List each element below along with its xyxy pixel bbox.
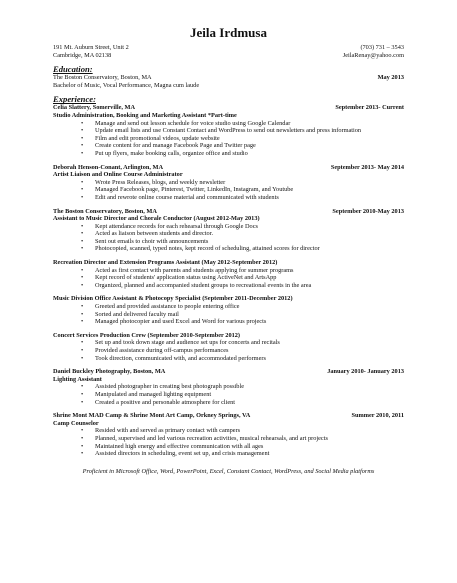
education-degree: Bachelor of Music, Vocal Performance, Magna cum laude — [53, 81, 200, 89]
job-organization: Deborah Henson-Conant, Arlington, MA — [53, 163, 164, 171]
bullet-item: • Acted as liaison between students and director. — [95, 230, 404, 238]
role-title: Artist Liaison and Online Course Administrator — [53, 171, 183, 179]
job-date: September 2013- May 2014 — [330, 163, 404, 171]
email-address: JeilaRenay@yahoo.com — [342, 51, 404, 59]
bullet-item: • Set up and took down stage and audience set ups for concerts and recitals — [95, 339, 404, 347]
role-title: Concert Services Production Crew (September 2010-September 2012) — [53, 331, 241, 339]
bullet-item: • Maintained high energy and effective communication with all ages — [95, 443, 404, 451]
education-row — [53, 74, 404, 82]
job-organization: Celia Slattery, Somerville, MA — [53, 104, 136, 112]
bullet-item: • Assisted directors in scheduling, event set up, and crisis management — [95, 450, 404, 458]
experience-list — [53, 104, 404, 457]
address-line-1: 191 Mt. Auburn Street, Unit 2 — [53, 44, 129, 51]
contact-row-1 — [53, 44, 404, 52]
bullet-item: • Resided with and served as primary contact with campers — [95, 427, 404, 435]
address-line-2: Cambridge, MA 02138 — [53, 51, 112, 59]
bullet-item: • Provided assistance during off-campus performances — [95, 347, 404, 355]
bullet-item: • Manage and send out lesson schedule for voice studio using Google Calendar — [95, 120, 404, 128]
job-header — [53, 208, 404, 216]
role-title: Music Division Office Assistant & Photocopy Specialist (September 2011-December 2012) — [53, 295, 293, 303]
role-bullets — [53, 120, 404, 158]
bullet-item: • Sorted and delivered faculty mail — [95, 311, 404, 319]
job-header — [53, 104, 404, 112]
job-organization: Shrine Mont MAD Camp & Shrine Mont Art Camp, Orkney Springs, VA — [53, 412, 251, 420]
bullet-item: • Organized, planned and accompanied student groups to recreational events in the area — [95, 282, 404, 290]
bullet-item: • Managed photocopier and used Excel and Word for various projects — [95, 318, 404, 326]
role-bullets — [53, 339, 404, 362]
job-date: Summer 2010, 2011 — [351, 412, 404, 420]
bullet-item: • Wrote Press Releases, blogs, and weekly newsletter — [95, 179, 404, 187]
bullet-item: • Planned, supervised and led various recreation activities, musical rehearsals, and art projects — [95, 435, 404, 443]
job-header — [53, 368, 404, 376]
role-title: Assistant to Music Director and Chorale Conductor (August 2012-May 2013) — [53, 215, 260, 223]
job-date: September 2010-May 2013 — [332, 207, 404, 215]
role-bullets — [53, 179, 404, 202]
bullet-item: • Acted as first contact with parents and students applying for summer programs — [95, 267, 404, 275]
role-bullets — [53, 303, 404, 326]
skills-footer: Proficient in Microsoft Office, Word, PowerPoint, Excel, Constant Contact, WordPress, and Social Media platforms — [82, 467, 375, 475]
job-organization: Daniel Buckley Photography, Boston, MA — [53, 368, 166, 376]
role-bullets — [53, 383, 404, 406]
role-bullets — [53, 267, 404, 290]
experience-heading: Experience: — [53, 94, 96, 105]
education-school: The Boston Conservatory, Boston, MA — [53, 74, 152, 82]
bullet-item: • Created a positive and personable atmosphere for client — [95, 399, 404, 407]
bullet-item: • Greeted and provided assistance to people entering office — [95, 303, 404, 311]
bullet-item: • Update email lists and use Constant Contact and WordPress to send out newsletters and press information — [95, 127, 404, 135]
bullet-item: • Sent out emails to choir with announcements — [95, 238, 404, 246]
bullet-item: • Photocopied, scanned, typed notes, kept record of scheduling, attained scores for director — [95, 245, 404, 253]
bullet-item: • Film and edit promotional videos, update website — [95, 135, 404, 143]
job-block — [53, 412, 404, 458]
bullet-item: • Edit and rewrote online course material and communicated with students — [95, 194, 404, 202]
role-title: Lighting Assistant — [53, 375, 102, 383]
role-bullets — [53, 223, 404, 253]
contact-row-2 — [53, 52, 404, 60]
role-title: Camp Counselor — [53, 419, 99, 427]
education-heading: Education: — [53, 64, 93, 75]
resume-name: Jeila Irdmusa — [190, 25, 267, 40]
role-title: Studio Administration, Booking and Marketing Assistant *Part-time — [53, 111, 237, 119]
role-title: Recreation Director and Extension Programs Assistant (May 2012-September 2012) — [53, 259, 278, 267]
phone-number: (703) 731 – 3543 — [360, 44, 404, 51]
bullet-item: • Managed Facebook page, Pinterest, Twitter, LinkedIn, Instagram, and Youtube — [95, 186, 404, 194]
bullet-item: • Assisted photographer in creating best photograph possible — [95, 383, 404, 391]
job-block — [53, 164, 404, 202]
job-header — [53, 412, 404, 420]
bullet-item: • Create content for and manage Facebook Page and Twitter page — [95, 142, 404, 150]
job-block — [53, 104, 404, 157]
education-date: May 2013 — [377, 74, 404, 82]
bullet-item: • Took direction, communicated with, and accommodated performers — [95, 355, 404, 363]
job-block — [53, 368, 404, 406]
job-header — [53, 164, 404, 172]
job-organization: The Boston Conservatory, Boston, MA — [53, 207, 157, 215]
bullet-item: • Put up flyers, make booking calls, organize office and studio — [95, 150, 404, 158]
bullet-item: • Manipulated and managed lighting equipment — [95, 391, 404, 399]
job-date: September 2013- Current — [335, 104, 404, 112]
role-bullets — [53, 427, 404, 457]
bullet-item: • Kept record of students' application status using ActiveNet and ArtsApp — [95, 274, 404, 282]
bullet-item: • Kept attendance records for each rehearsal through Google Docs — [95, 223, 404, 231]
job-block — [53, 208, 404, 363]
job-date: January 2010- January 2013 — [327, 368, 404, 376]
